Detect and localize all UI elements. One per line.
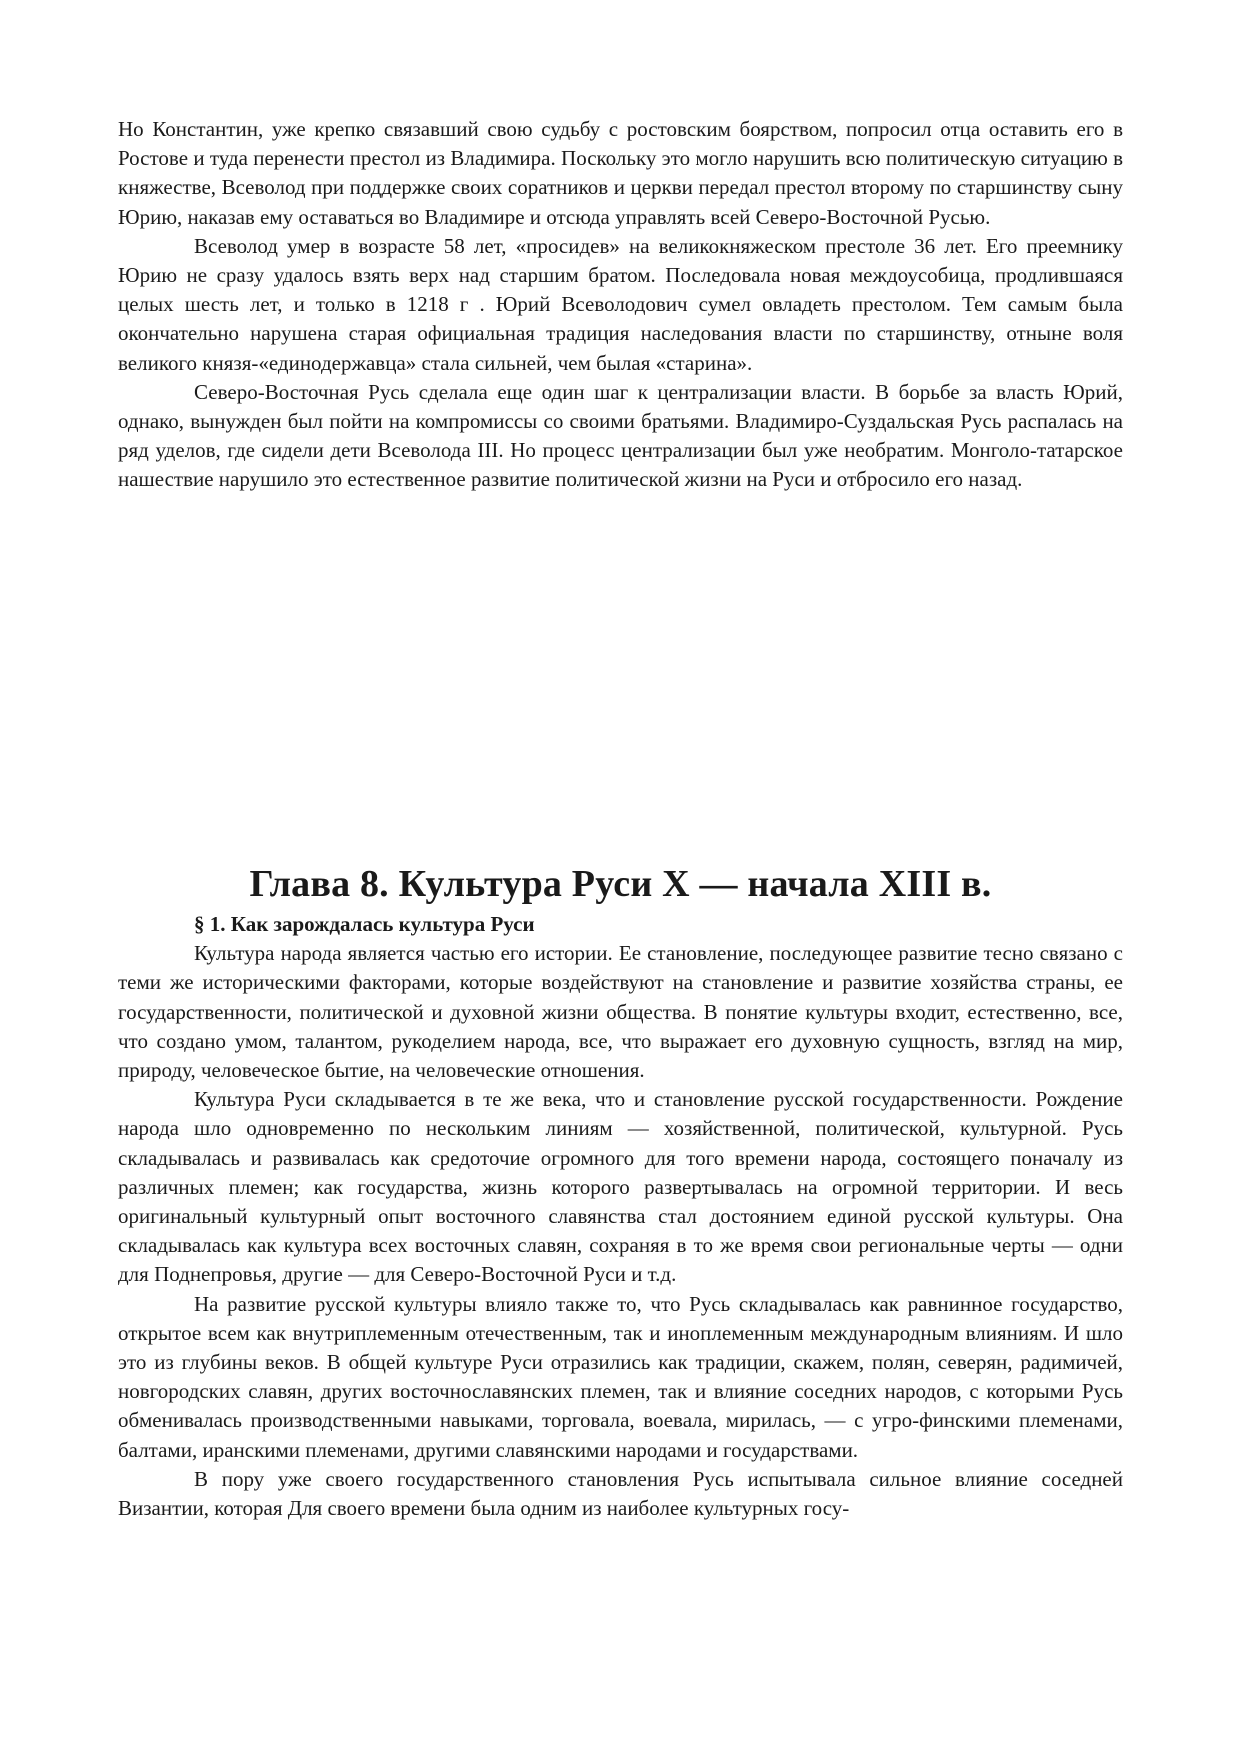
paragraph: Всеволод умер в возрасте 58 лет, «просидев» на великокняжеском престоле 36 лет. Его преемнику Юрию не сразу удалось взять верх над старшим братом. Последовала новая междоусобица, продлившаяся целых шесть лет, и только в 1218 г . Юрий Всеволодович сумел овладеть престолом. Тем самым была окончательно нарушена старая официальная традиция наследования власти по старшинству, отныне воля великого князя-«единодержавца» стала сильней, чем былая «старина». — [118, 233, 1123, 375]
paragraph: В пору уже своего государственного становления Русь испытывала сильное влияние соседней Византии, которая Для своего времени была одним из наиболее культурных госу- — [118, 1466, 1123, 1521]
chapter-title: Глава 8. Культура Руси X — начала XIII в. — [249, 863, 992, 906]
paragraph: Северо-Восточная Русь сделала еще один шаг к централизации власти. В борьбе за власть Юрий, однако, вынужден был пойти на компромиссы со своими братьями. Владимиро-Суздальская Русь распалась на ряд уделов, где сидели дети Всеволода III. Но процесс централизации был уже необратим. Монголо-татарское нашествие нарушило это естественное развитие политической жизни на Руси и отбросило его назад. — [118, 379, 1123, 492]
paragraph: Культура народа является частью его истории. Ее становление, последующее развитие тесно связано с теми же историческими факторами, которые воздействуют на становление и развитие хозяйства страны, ее государственности, политической и духовной жизни общества. В понятие культуры входит, естественно, все, что создано умом, талантом, рукоделием народа, все, что выражает его духовную сущность, взгляд на мир, природу, человеческое бытие, на человеческие отношения. — [118, 941, 1123, 1083]
paragraph: Но Константин, уже крепко связавший свою судьбу с ростовским боярством, попросил отца оставить его в Ростове и туда перенести престол из Владимира. Поскольку это могло нарушить всю политическую ситуацию в княжестве, Всеволод при поддержке своих соратников и церкви передал престол второму по старшинству сыну Юрию, наказав ему оставаться во Владимире и отсюда управлять всей Северо-Восточной Русью. — [118, 117, 1123, 229]
section-block — [118, 910, 1123, 1523]
paragraph: Культура Руси складывается в те же века, что и становление русской государственности. Рождение народа шло одновременно по нескольким линиям — хозяйственной, политической, культурной. Русь складывалась и развивалась как средоточие огромного для того времени народа, состоящего поначалу из различных племен; как государства, жизнь которого развертывалась на огромной территории. И весь оригинальный культурный опыт восточного славянства стал достоянием единой русской культуры. Она складывалась как культура всех восточных славян, сохраняя в то же время свои региональные черты — одни для Поднепровья, другие — для Северо-Восточной Руси и т.д. — [118, 1087, 1123, 1287]
paragraph: На развитие русской культуры влияло также то, что Русь складывалась как равнинное государство, открытое всем как внутриплеменным отечественным, так и иноплеменным международным влияниям. И шло это из глубины веков. В общей культуре Руси отразились как традиции, скажем, полян, северян, радимичей, новгородских славян, других восточнославянских племен, так и влияние соседних народов, с которыми Русь обменивалась производственными навыками, торговала, воевала, мирилась, — с угро-финскими племенами, балтами, иранскими племенами, другими славянскими народами и государствами. — [118, 1291, 1123, 1462]
section-heading: § 1. Как зарождалась культура Руси — [194, 912, 535, 936]
continued-text-block — [118, 115, 1123, 495]
